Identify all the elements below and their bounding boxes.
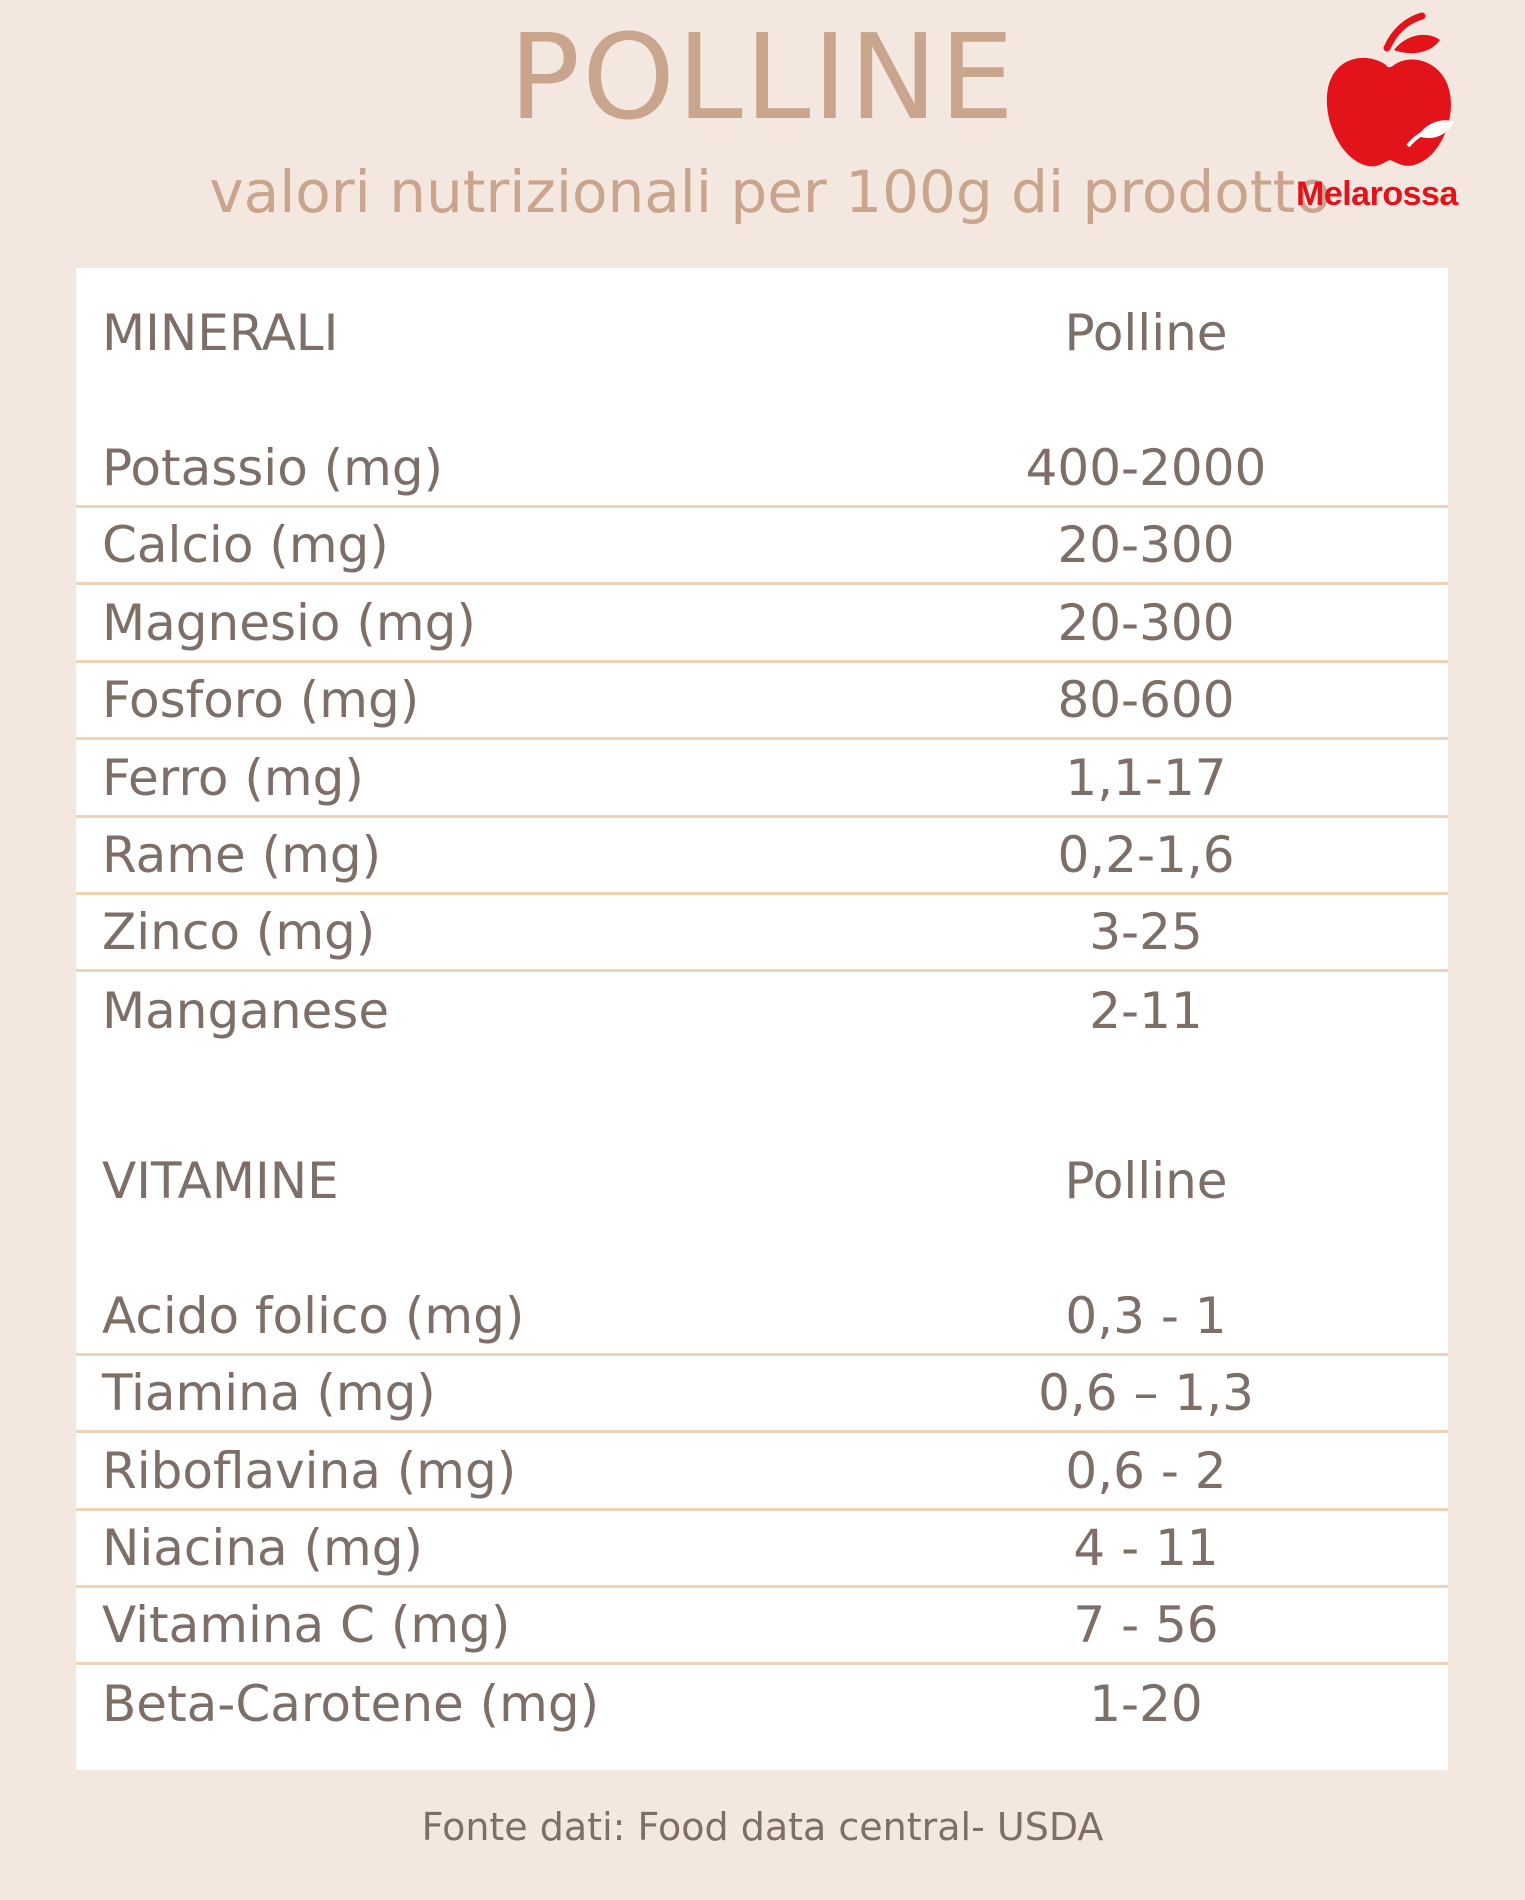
row-label: Tiamina (mg) [102, 1364, 436, 1422]
vitamins-header-row [76, 1136, 1448, 1226]
table-row [76, 1356, 1448, 1433]
row-label: Ferro (mg) [102, 748, 364, 807]
row-value: 80-600 [1057, 671, 1235, 729]
row-value: 1,1-17 [1065, 748, 1227, 807]
table-row [76, 1665, 1448, 1743]
row-value: 0,6 – 1,3 [1038, 1364, 1254, 1422]
table-row [76, 1511, 1448, 1588]
vitamins-header-label: VITAMINE [102, 1152, 339, 1210]
row-label: Vitamina C (mg) [102, 1596, 511, 1654]
table-row [76, 972, 1448, 1050]
page-title: POLLINE [508, 8, 1017, 146]
row-label: Beta-Carotene (mg) [102, 1675, 600, 1733]
row-value: 20-300 [1057, 516, 1235, 574]
row-label: Magnesio (mg) [102, 593, 476, 652]
row-label: Fosforo (mg) [102, 671, 420, 729]
table-row [76, 1278, 1448, 1356]
row-value: 7 - 56 [1073, 1596, 1219, 1654]
table-row [76, 663, 1448, 740]
table-row [76, 430, 1448, 508]
row-value: 400-2000 [1025, 438, 1267, 497]
row-value: 3-25 [1089, 903, 1203, 961]
table-row [76, 508, 1448, 585]
row-label: Riboflavina (mg) [102, 1441, 517, 1500]
nutrition-table [76, 268, 1448, 1770]
row-value: 1-20 [1089, 1675, 1203, 1733]
row-value: 0,6 - 2 [1065, 1441, 1227, 1500]
page-subtitle: valori nutrizionali per 100g di prodotto [209, 158, 1331, 226]
source-note: Fonte dati: Food data central- USDA [421, 1805, 1104, 1849]
vitamins-header-value: Polline [1064, 1152, 1228, 1210]
row-label: Manganese [102, 982, 390, 1040]
minerals-header-value: Polline [1064, 304, 1228, 362]
table-row [76, 740, 1448, 818]
table-row [76, 585, 1448, 663]
row-value: 4 - 11 [1073, 1519, 1219, 1577]
table-row [76, 895, 1448, 972]
row-value: 2-11 [1089, 982, 1203, 1040]
row-label: Calcio (mg) [102, 516, 389, 574]
row-label: Acido folico (mg) [102, 1286, 525, 1345]
brand-logo-text: Melarossa [1296, 175, 1458, 213]
row-label: Niacina (mg) [102, 1519, 423, 1577]
table-row [76, 1588, 1448, 1665]
row-value: 20-300 [1057, 593, 1235, 652]
table-row [76, 818, 1448, 895]
minerals-header-label: MINERALI [102, 304, 339, 362]
row-label: Rame (mg) [102, 826, 382, 884]
row-label: Zinco (mg) [102, 903, 376, 961]
table-row [76, 1433, 1448, 1511]
row-value: 0,3 - 1 [1065, 1286, 1227, 1345]
row-label: Potassio (mg) [102, 438, 444, 497]
row-value: 0,2-1,6 [1057, 826, 1235, 884]
minerals-header-row [76, 288, 1448, 378]
